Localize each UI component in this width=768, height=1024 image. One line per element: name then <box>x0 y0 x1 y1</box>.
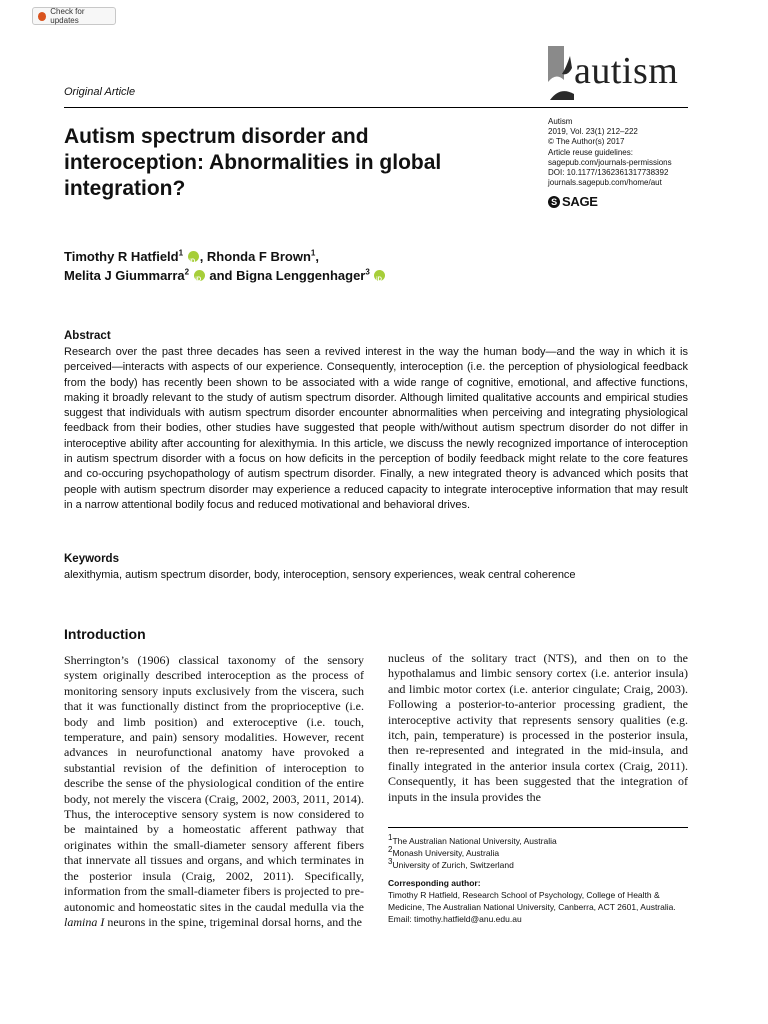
body-text-italic: lamina I <box>64 914 105 929</box>
body-text: Sherrington’s (1906) classical taxonomy of the sensory system originally described interoception as the process of monitoring sensory inputs exclusively from the viscera, such that it was functionally distinct from the proprioceptive (i.e. body and limb position) and exteroceptive (i.e. touch, temperature, and pain) sensory modalities. However, recent advances in neurofunctional anatomy have provoked a substantial revision of the definition of interoception to describe the sense of the physiological condition of the entire body, not merely the viscera (Craig, 2002, 2003, 2011, 2014). Thus, the interoceptive sensory system is now considered to be maintained by a homeostatic afferent pathway that originates within the small-diameter sensory afferent fibers that innervate all tissues and organs, and which terminates in the posterior insula (Craig, 2002, 2011). Specifically, information from the small-diameter fibers is projected to pre-autonomic and homeostatic sites in the caudal medulla via the <box>64 653 364 914</box>
author-separator: and <box>205 267 237 283</box>
author-name[interactable]: Rhonda F Brown <box>206 249 311 264</box>
author-separator: , <box>315 249 319 264</box>
meta-volume: 2019, Vol. 23(1) 212–222 <box>548 127 638 137</box>
corresponding-author-email[interactable]: Email: timothy.hatfield@anu.edu.au <box>388 914 522 924</box>
body-column-right: nucleus of the solitary tract (NTS), and then on to the hypothalamus and limbic sensory cortex (i.e. anterior insula) and limbic motor cortex (i.e. anterior cingulate; Craig, 2003). Following a posterior-to-anterior processing gradient, the interoceptive activity that represents sensory qualities (e.g. itch, pain, temperature) is processed in the posterior insula, then re-represented and integrated in the mid-insula, and finally integrated in the anterior insula cortex (Craig, 2011). Consequently, it has been suggested that the integration of inputs in the insula provides the <box>388 651 688 804</box>
author-list <box>64 248 484 285</box>
publisher-name: SAGE <box>562 194 598 209</box>
check-for-updates-label: Check for updates <box>50 7 85 25</box>
corresponding-author-text: Timothy R Hatfield, Research School of Psychology, College of Health & Medicine, The Australian National University, Canberra, ACT 2601, Australia. <box>388 890 676 912</box>
meta-permissions-link[interactable]: sagepub.com/journals-permissions <box>548 157 672 167</box>
journal-logo-text: autism <box>574 50 679 92</box>
author-separator: , <box>199 249 207 264</box>
journal-logo <box>546 42 688 100</box>
keywords-heading: Keywords <box>64 553 119 565</box>
introduction-heading: Introduction <box>64 626 146 642</box>
affiliation-item: $^3$University of Zurich, Switzerland <box>388 857 514 870</box>
corresponding-author-heading: Corresponding author: <box>388 878 481 888</box>
author-name[interactable]: Timothy R Hatfield <box>64 249 179 264</box>
author-affiliation: 1 <box>178 248 184 258</box>
footnotes <box>388 835 688 925</box>
article-type: Original Article <box>64 86 136 98</box>
author-affiliation: 2 <box>184 267 190 277</box>
abstract-heading: Abstract <box>64 330 111 342</box>
author-affiliation: 3 <box>365 267 370 277</box>
article-title: Autism spectrum disorder and interoception: Abnormalities in global integration? <box>64 125 442 200</box>
orcid-icon[interactable] <box>194 270 205 281</box>
meta-journal-name: Autism <box>548 117 573 126</box>
meta-copyright: © The Author(s) 2017 <box>548 137 625 147</box>
footnote-rule <box>388 827 688 828</box>
header-rule <box>64 107 688 108</box>
keywords-text: alexithymia, autism spectrum disorder, body, interoception, sensory experiences, weak central coherence <box>64 569 576 581</box>
abstract-text: Research over the past three decades has seen a revived interest in the way the human body—and the way in which it is perceived—interacts with aspects of our experience. Consequently, interoception (i.e. the perception of physiological feedback from the body) has recently been shown to be associated with a wide range of cognitive, emotional, and affective functions, making it broadly relevant to the study of autism spectrum disorder. Although limited qualitative accounts and empirical studies suggest that individuals with autism spectrum disorder encounter abnormalities when perceiving and integrating physiological feedback from their bodies, other studies have suggested that people with/without autism spectrum disorder do not differ in interoceptive ability after accounting for alexithymia. In this article, we discuss the newly recognized importance of interoception in autism spectrum disorder with a focus on how deficits in the perception of bodily feedback might relate to the core features and co-occuring psychopathology of autism spectrum disorder. Finally, a new integrated theory is advanced which posits that people with autism spectrum disorder may experience a reduced capacity to integrate interoceptive information that may result in a narrow attentional bodily focus and reduced motivational and behavioral drives. <box>64 346 688 511</box>
meta-doi-link[interactable]: DOI: 10.1177/1362361317738392 <box>548 168 669 178</box>
body-column-left <box>64 653 364 930</box>
author-affiliation: 1 <box>310 248 316 258</box>
affiliation-item: $^2$Monash University, Australia <box>388 845 500 858</box>
orcid-icon[interactable] <box>374 270 385 281</box>
sage-s-icon: S <box>548 196 560 208</box>
journal-meta <box>548 117 688 188</box>
publisher-logo <box>548 194 598 209</box>
author-name[interactable]: Melita J Giummarra <box>64 267 185 283</box>
affiliation-item: $^1$The Australian National University, Australia <box>388 833 557 846</box>
check-for-updates-button[interactable] <box>32 7 116 25</box>
crossmark-icon <box>38 12 46 21</box>
author-name[interactable]: Bigna Lenggenhager <box>236 267 366 283</box>
body-text: neurons in the spine, trigeminal dorsal horns, and the <box>104 914 362 929</box>
meta-reuse-label: Article reuse guidelines: <box>548 147 633 157</box>
meta-journal-link[interactable]: journals.sagepub.com/home/aut <box>548 178 662 188</box>
orcid-icon[interactable] <box>188 251 199 262</box>
